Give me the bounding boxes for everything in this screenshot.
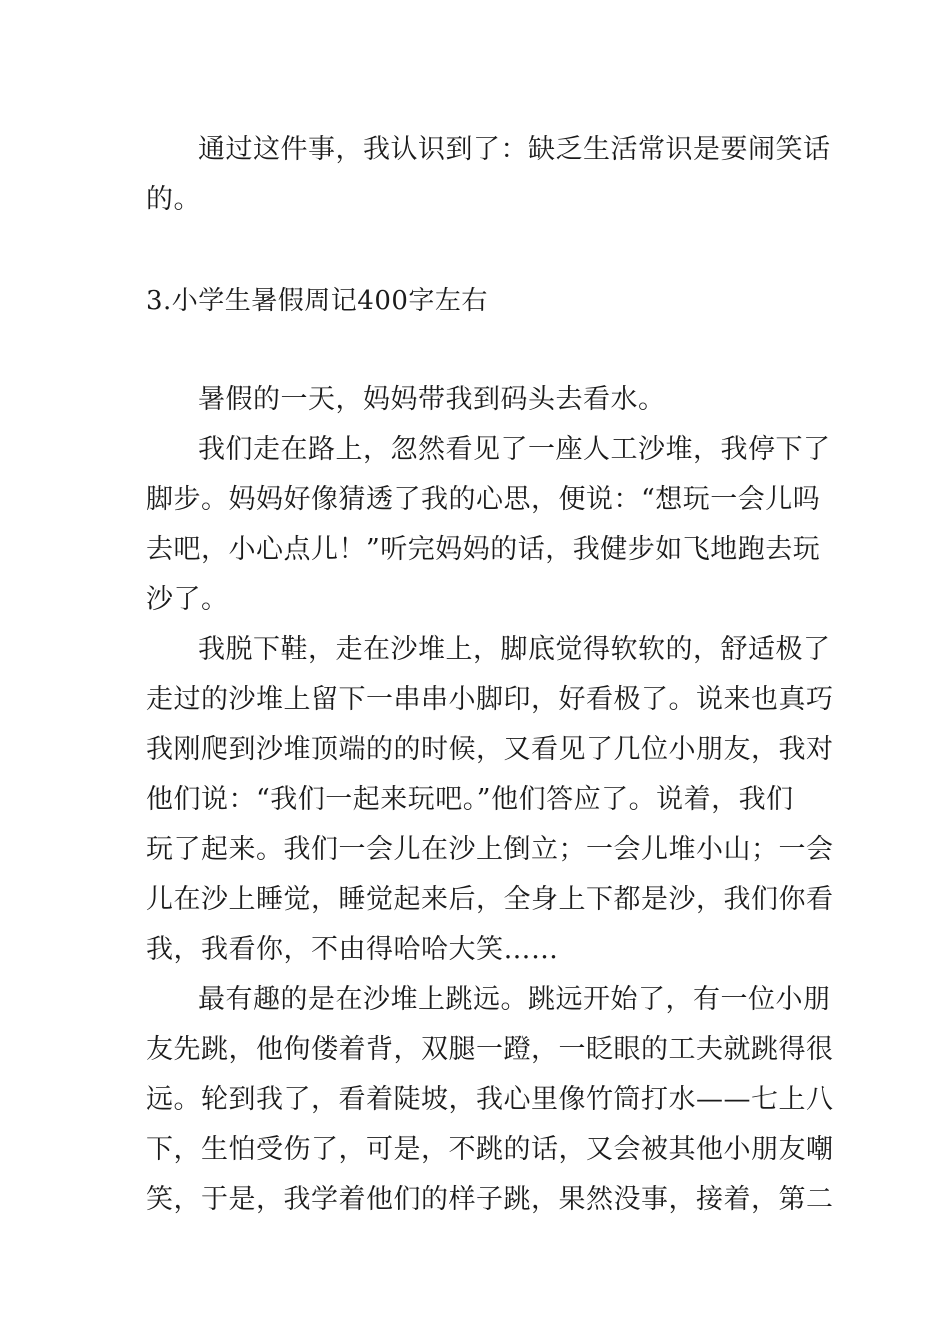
paragraph-3-line-4: 他们说：“我们一起来玩吧。”他们答应了。说着，我们 [146, 784, 794, 815]
paragraph-3-line-6: 儿在沙上睡觉，睡觉起来后，全身上下都是沙，我们你看 [146, 884, 834, 915]
paragraph-4-line-3: 远。轮到我了，看着陡坡，我心里像竹筒打水——七上八 [146, 1084, 834, 1115]
paragraph-3-line-5: 玩了起来。我们一会儿在沙上倒立；一会儿堆小山；一会 [146, 834, 834, 865]
paragraph-4-line-1: 最有趣的是在沙堆上跳远。跳远开始了，有一位小朋 [198, 984, 831, 1015]
paragraph-4-line-4: 下，生怕受伤了，可是，不跳的话，又会被其他小朋友嘲 [146, 1134, 834, 1165]
paragraph-2-line-4: 沙了。 [146, 584, 229, 615]
intro-paragraph-line-1: 通过这件事，我认识到了：缺乏生活常识是要闹笑话 [198, 134, 831, 165]
paragraph-2-line-1: 我们走在路上，忽然看见了一座人工沙堆，我停下了 [198, 434, 831, 465]
paragraph-2-line-3: 去吧，小心点儿！”听完妈妈的话，我健步如飞地跑去玩 [146, 534, 821, 565]
paragraph-3-line-7: 我，我看你，不由得哈哈大笑…… [146, 934, 559, 965]
paragraph-4-line-5: 笑，于是，我学着他们的样子跳，果然没事，接着，第二 [146, 1184, 834, 1215]
paragraph-2-line-2: 脚步。妈妈好像猜透了我的心思，便说：“想玩一会儿吗 [146, 484, 821, 515]
paragraph-1-line-1: 暑假的一天，妈妈带我到码头去看水。 [198, 384, 666, 415]
paragraph-3-line-2: 走过的沙堆上留下一串串小脚印，好看极了。说来也真巧 [146, 684, 834, 715]
paragraph-4-line-2: 友先跳，他佝偻着背，双腿一蹬，一眨眼的工夫就跳得很 [146, 1034, 834, 1065]
paragraph-3-line-3: 我刚爬到沙堆顶端的的时候，又看见了几位小朋友，我对 [146, 734, 834, 765]
section-heading: 3.小学生暑假周记400字左右 [146, 286, 488, 316]
intro-paragraph-line-2: 的。 [146, 184, 201, 215]
paragraph-3-line-1: 我脱下鞋，走在沙堆上，脚底觉得软软的，舒适极了 [198, 634, 831, 665]
